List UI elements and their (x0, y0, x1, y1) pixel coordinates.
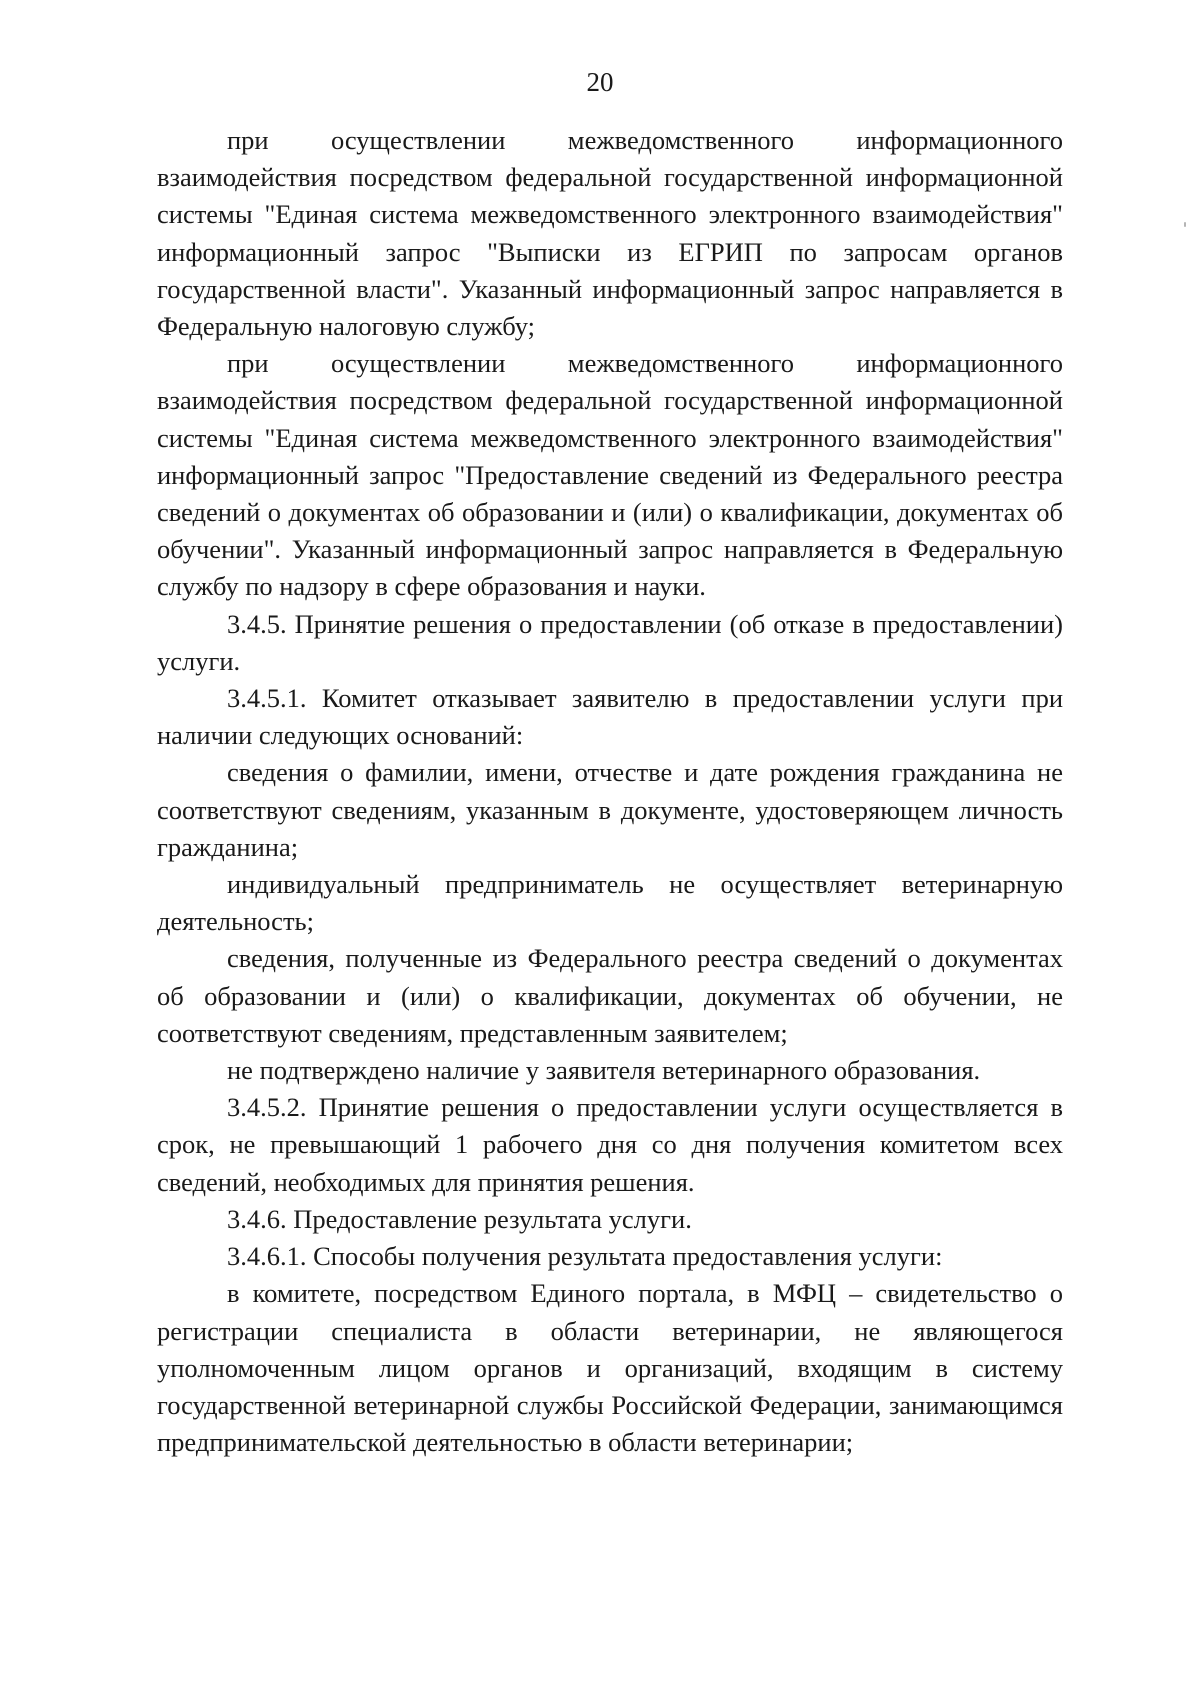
result-method-certificate: в комитете, посредством Единого портала, в МФЦ – свидетельство о регистрации специалиста в области ветеринарии, не являющегося уполномоченным лицом органов и организаций, входящим в систему государственной ветеринарной службы Российской Федерации, занимающимся предпринимательской деятельностью в области ветеринарии; (157, 1278, 1063, 1458)
page-number: 20 (586, 67, 614, 97)
section-3-4-5-1-refusal-grounds: 3.4.5.1. Комитет отказывает заявителю в предоставлении услуги при наличии следующих оснований: (157, 683, 1063, 751)
section-3-4-6-1-result-methods: 3.4.6.1. Способы получения результата предоставления услуги: (227, 1241, 943, 1272)
section-heading-3-4-5: 3.4.5. Принятие решения о предоставлении (об отказе в предоставлении) услуги. (157, 608, 1063, 676)
refusal-ground-no-veterinary-activity: индивидуальный предприниматель не осуществляет ветеринарную деятельность; (157, 869, 1063, 937)
scan-speck (1184, 222, 1186, 227)
paragraph-egrip-request: при осуществлении межведомственного информационного взаимодействия посредством федеральной государственной информационной системы "Единая система межведомственного электронного взаимодействия" информационный запрос "Выписки из ЕГРИП по запросам органов государственной власти". Указанный информационный запрос направляется в Федеральную налоговую службу; (157, 125, 1063, 342)
refusal-ground-education-mismatch: сведения, полученные из Федерального реестра сведений о документах об образовании и (или) о квалификации, документах об обучении, не соответствуют сведениям, представленным заявителем; (157, 943, 1063, 1048)
refusal-ground-no-veterinary-education: не подтверждено наличие у заявителя ветеринарного образования. (227, 1055, 981, 1086)
paragraph-education-registry-request: при осуществлении межведомственного информационного взаимодействия посредством федеральной государственной информационной системы "Единая система межведомственного электронного взаимодействия" информационный запрос "Предоставление сведений из Федерального реестра сведений о документах об образовании и (или) о квалификации, документах об обучении". Указанный информационный запрос направляется в Федеральную службу по надзору в сфере образования и науки. (157, 348, 1063, 602)
document-body (157, 122, 1063, 1461)
refusal-ground-identity-mismatch: сведения о фамилии, имени, отчестве и дате рождения гражданина не соответствуют сведениям, указанным в документе, удостоверяющем личность гражданина; (157, 757, 1063, 862)
section-3-4-5-2-decision-term: 3.4.5.2. Принятие решения о предоставлении услуги осуществляется в срок, не превышающий 1 рабочего дня со дня получения комитетом всех сведений, необходимых для принятия решения. (157, 1092, 1063, 1197)
section-heading-3-4-6: 3.4.6. Предоставление результата услуги. (227, 1203, 692, 1234)
